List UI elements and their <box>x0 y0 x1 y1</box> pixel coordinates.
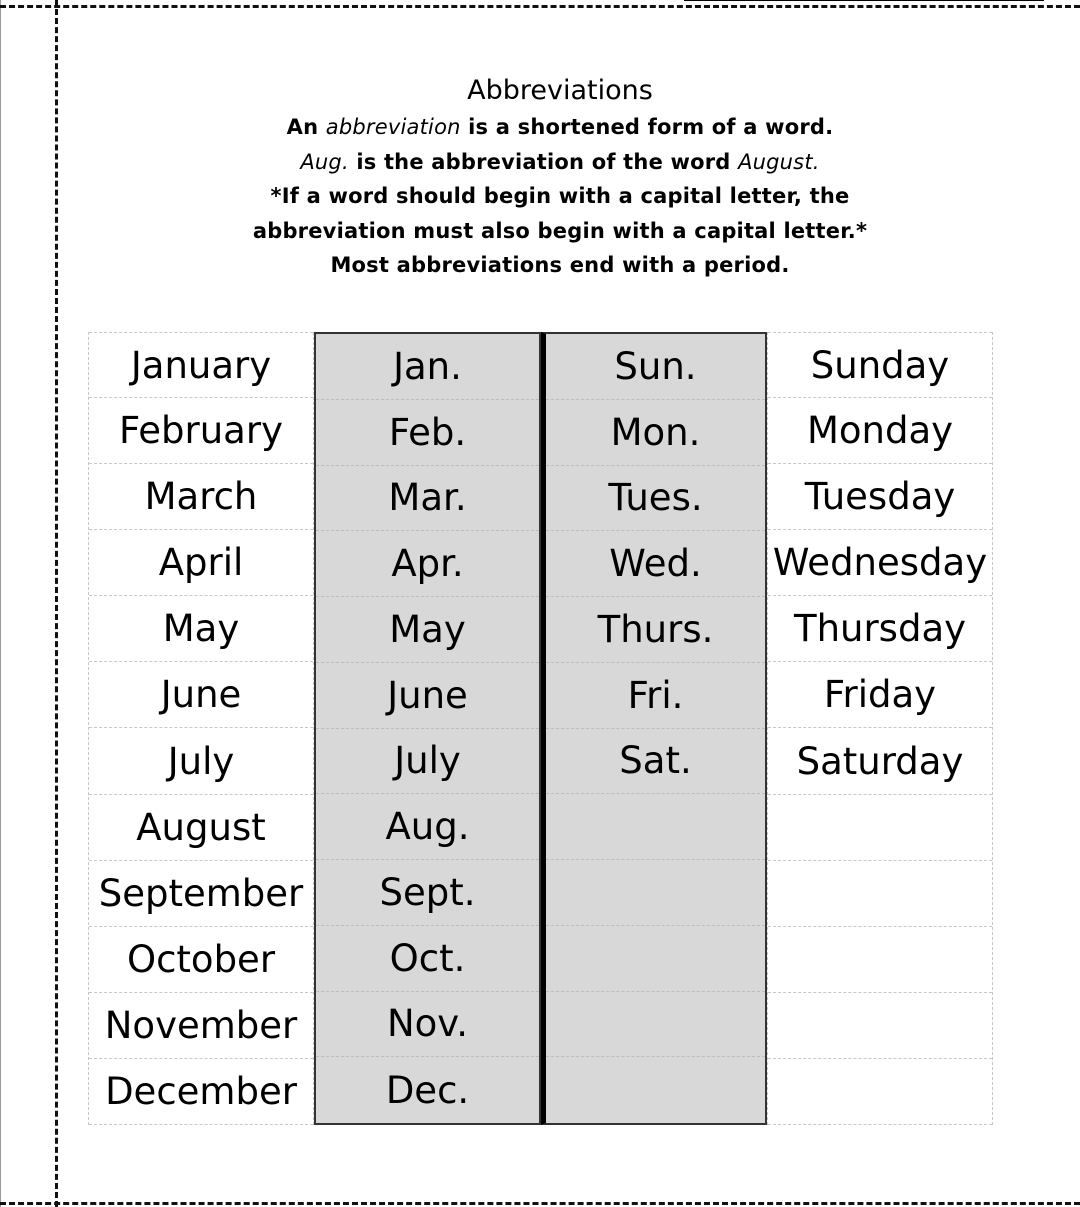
day-full-cell: Friday <box>768 662 992 728</box>
month-abbr-column <box>314 332 541 1125</box>
definition-line: An abbreviation is a shortened form of a word. <box>286 115 834 139</box>
day-full-cell <box>768 1059 992 1125</box>
day-full-cell: Sunday <box>768 332 992 398</box>
month-full-cell: July <box>89 728 313 794</box>
month-abbr-cell: July <box>316 729 539 795</box>
day-full-cell <box>768 927 992 993</box>
day-abbr-cell: Sun. <box>546 334 765 400</box>
day-abbr-cell: Wed. <box>546 531 765 597</box>
month-full-cell: December <box>89 1059 313 1125</box>
page-title: Abbreviations <box>467 75 653 106</box>
period-note: Most abbreviations end with a period. <box>330 253 790 277</box>
month-abbr-cell: Dec. <box>385 1068 470 1112</box>
day-full-cell <box>768 993 992 1059</box>
rule-line-1: *If a word should begin with a capital letter, the <box>270 184 850 208</box>
day-full-cell: Monday <box>768 398 992 464</box>
day-full-cell <box>768 861 992 927</box>
month-abbr-cell: Apr. <box>316 531 539 597</box>
day-abbr-column <box>541 332 767 1125</box>
day-abbr-cell <box>546 794 765 860</box>
month-abbr-cell: Feb. <box>316 400 539 466</box>
month-full-cell: October <box>89 927 313 993</box>
day-abbr-cell: Sat. <box>546 729 765 795</box>
day-abbr-cell <box>546 1057 765 1123</box>
cut-line-top <box>0 5 1080 8</box>
day-abbr-cell <box>546 926 765 992</box>
month-abbr-cell: Oct. <box>316 926 539 992</box>
month-abbr-cell: Mar. <box>316 466 539 532</box>
day-full-cell: Saturday <box>768 728 992 794</box>
day-abbr-cell: Tues. <box>546 466 765 532</box>
day-abbr-cell: Fri. <box>546 663 765 729</box>
month-full-cell: April <box>89 530 313 596</box>
cut-line-left <box>55 0 58 1207</box>
page-edge <box>0 0 1 1207</box>
day-full-column <box>767 332 993 1125</box>
month-full-cell: June <box>89 662 313 728</box>
month-full-column <box>88 332 314 1125</box>
day-abbr-cell: Thurs. <box>546 597 765 663</box>
month-full-cell: February <box>89 398 313 464</box>
day-full-cell: Wednesday <box>768 530 992 596</box>
month-full-cell: May <box>89 596 313 662</box>
month-abbr-cell: Sept. <box>316 860 539 926</box>
day-full-cell <box>768 795 992 861</box>
month-abbr-cell: Jan. <box>316 334 539 400</box>
day-full-cell: Tuesday <box>768 464 992 530</box>
example-line: Aug. is the abbreviation of the word August. <box>300 149 820 174</box>
day-abbr-cell <box>546 860 765 926</box>
day-abbr-cell <box>546 992 765 1058</box>
abbreviation-table <box>88 332 993 1125</box>
rule-line-2: abbreviation must also begin with a capital letter.* <box>252 218 868 243</box>
day-full-cell: Thursday <box>768 596 992 662</box>
cut-line-bottom <box>0 1202 1080 1205</box>
worksheet-header <box>200 72 920 283</box>
month-full-cell: August <box>89 795 313 861</box>
month-abbr-cell: Nov. <box>316 992 539 1058</box>
month-full-cell: September <box>89 861 313 927</box>
day-abbr-cell: Mon. <box>546 400 765 466</box>
month-abbr-cell: June <box>316 663 539 729</box>
top-rule <box>684 0 1044 1</box>
month-full-cell: January <box>89 332 313 398</box>
month-full-cell: November <box>89 993 313 1059</box>
month-abbr-cell: May <box>316 597 539 663</box>
month-full-cell: March <box>89 464 313 530</box>
month-abbr-cell: Aug. <box>316 794 539 860</box>
